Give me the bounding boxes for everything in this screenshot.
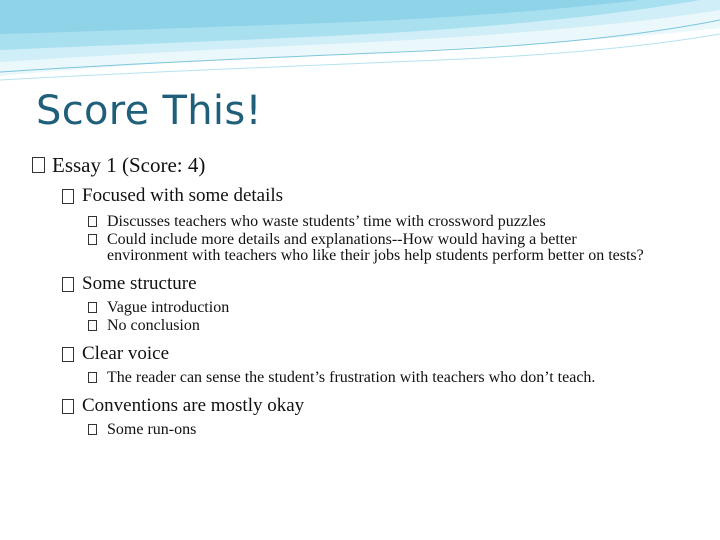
essay-label: Essay 1 (Score: 4) (52, 153, 206, 177)
bullet-box-icon (32, 157, 45, 173)
list-item-text: Could include more details and explanations--How would having a better environment with teachers who like their jobs help students perform better on tests? (107, 231, 644, 264)
slide-content (30, 152, 700, 442)
bullet-box-icon (62, 399, 74, 414)
list-item (85, 232, 700, 264)
bullet-box-icon (62, 347, 74, 362)
point-heading (60, 184, 700, 208)
bullet-box-icon (88, 216, 97, 227)
list-item-text: Discusses teachers who waste students’ time with crossword puzzles (107, 213, 546, 230)
point-subitems (30, 422, 700, 438)
point-subitems (30, 214, 700, 264)
bullet-box-icon (88, 424, 97, 435)
point-heading (60, 342, 700, 366)
bullet-box-icon (62, 189, 74, 204)
list-item (85, 300, 700, 316)
bullet-box-icon (88, 302, 97, 313)
essay-heading (30, 152, 700, 178)
point-heading-text: Conventions are mostly okay (82, 395, 305, 416)
list-item (85, 318, 700, 334)
slide-title: Score This! (36, 88, 262, 134)
point-heading (60, 272, 700, 296)
list-item (85, 422, 700, 438)
point-heading-text: Focused with some details (82, 185, 284, 206)
list-item (85, 370, 700, 386)
point-subitems (30, 370, 700, 386)
point-heading-text: Some structure (82, 273, 197, 294)
list-item-text: Vague introduction (107, 299, 230, 316)
bullet-box-icon (88, 320, 97, 331)
list-item (85, 214, 700, 230)
point-heading-text: Clear voice (82, 343, 170, 364)
list-item-text: The reader can sense the student’s frustration with teachers who don’t teach. (107, 369, 596, 386)
list-item-text: No conclusion (107, 317, 200, 334)
list-item-text: Some run-ons (107, 421, 197, 438)
point-heading (60, 394, 700, 418)
wave-decoration (0, 0, 720, 90)
bullet-box-icon (88, 234, 97, 245)
point-subitems (30, 300, 700, 334)
bullet-box-icon (62, 277, 74, 292)
bullet-box-icon (88, 372, 97, 383)
